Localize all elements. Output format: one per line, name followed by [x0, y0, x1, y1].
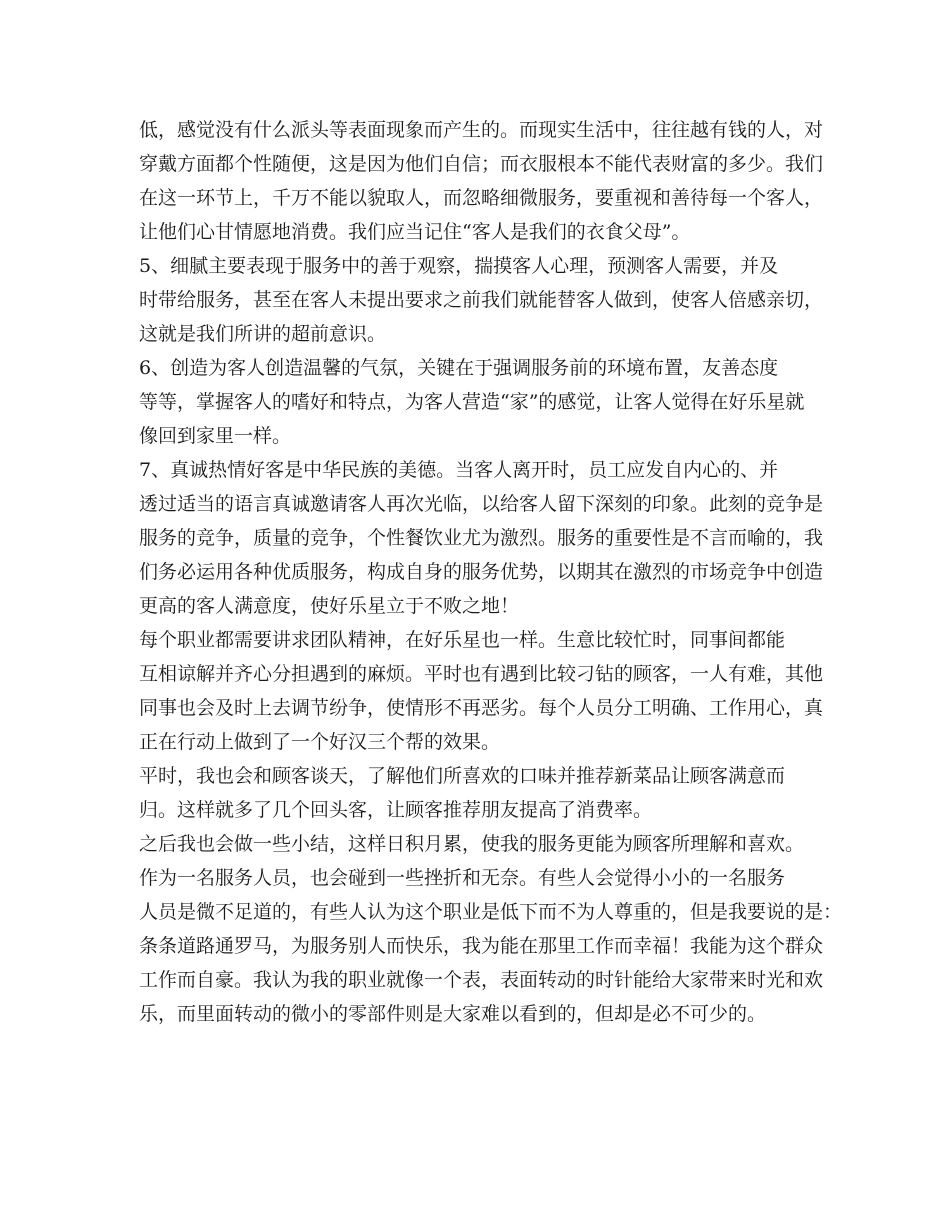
- text-line: 像回到家里一样。: [139, 425, 292, 447]
- text-line: 同事也会及时上去调节纷争，使情形不再恶劣。每个人员分工明确、工作用心，真: [139, 697, 824, 719]
- text-line: 归。这样就多了几个回头客，让顾客推荐朋友提高了消费率。: [139, 799, 653, 821]
- text-line: 这就是我们所讲的超前意识。: [139, 323, 387, 345]
- text-line: 7、真诚热情好客是中华民族的美德。当客人离开时，员工应发自内心的、并: [139, 459, 779, 481]
- text-line: 互相谅解并齐心分担遇到的麻烦。平时也有遇到比较刁钻的顾客，一人有难，其他: [139, 663, 824, 685]
- text-line: 低，感觉没有什么派头等表面现象而产生的。而现实生活中，往往越有钱的人，对: [139, 119, 824, 141]
- text-line: 工作而自豪。我认为我的职业就像一个表，表面转动的时针能给大家带来时光和欢: [139, 969, 824, 991]
- text-line: 正在行动上做到了一个好汉三个帮的效果。: [139, 731, 501, 753]
- text-line: 让他们心甘情愿地消费。我们应当记住“客人是我们的衣食父母”。: [139, 221, 691, 243]
- body-text: [139, 113, 843, 1031]
- text-line: 透过适当的语言真诚邀请客人再次光临，以给客人留下深刻的印象。此刻的竞争是: [139, 493, 824, 515]
- text-line: 们务必运用各种优质服务，构成自身的服务优势，以期其在激烈的市场竞争中创造: [139, 561, 824, 583]
- text-line: 平时，我也会和顾客谈天，了解他们所喜欢的口味并推荐新菜品让顾客满意而: [139, 765, 786, 787]
- text-line: 服务的竞争，质量的竞争，个性餐饮业尤为激烈。服务的重要性是不言而喻的，我: [139, 527, 824, 549]
- text-line: 穿戴方面都个性随便，这是因为他们自信；而衣服根本不能代表财富的多少。我们: [139, 153, 824, 175]
- text-line: 时带给服务，甚至在客人未提出要求之前我们就能替客人做到，使客人倍感亲切，: [139, 289, 824, 311]
- text-line: 6、创造为客人创造温馨的气氛，关键在于强调服务前的环境布置，友善态度: [139, 357, 779, 379]
- text-line: 之后我也会做一些小结，这样日积月累，使我的服务更能为顾客所理解和喜欢。: [139, 833, 805, 855]
- text-line: 每个职业都需要讲求团队精神，在好乐星也一样。生意比较忙时，同事间都能: [139, 629, 786, 651]
- text-line: 等等，掌握客人的嗜好和特点，为客人营造“家”的感觉，让客人觉得在好乐星就: [139, 391, 805, 413]
- text-line: 作为一名服务人员，也会碰到一些挫折和无奈。有些人会觉得小小的一名服务: [139, 867, 786, 889]
- text-line: 在这一环节上，千万不能以貌取人，而忽略细微服务，要重视和善待每一个客人，: [139, 187, 824, 209]
- text-line: 乐，而里面转动的微小的零部件则是大家难以看到的，但却是必不可少的。: [139, 1003, 767, 1025]
- text-line: 条条道路通罗马，为服务别人而快乐，我为能在那里工作而幸福！我能为这个群众: [139, 935, 824, 957]
- text-line: 更高的客人满意度，使好乐星立于不败之地！: [139, 595, 520, 617]
- text-line: 人员是微不足道的，有些人认为这个职业是低下而不为人尊重的，但是我要说的是：: [139, 901, 843, 923]
- text-line: 5、细腻主要表现于服务中的善于观察，揣摸客人心理，预测客人需要，并及: [139, 255, 779, 277]
